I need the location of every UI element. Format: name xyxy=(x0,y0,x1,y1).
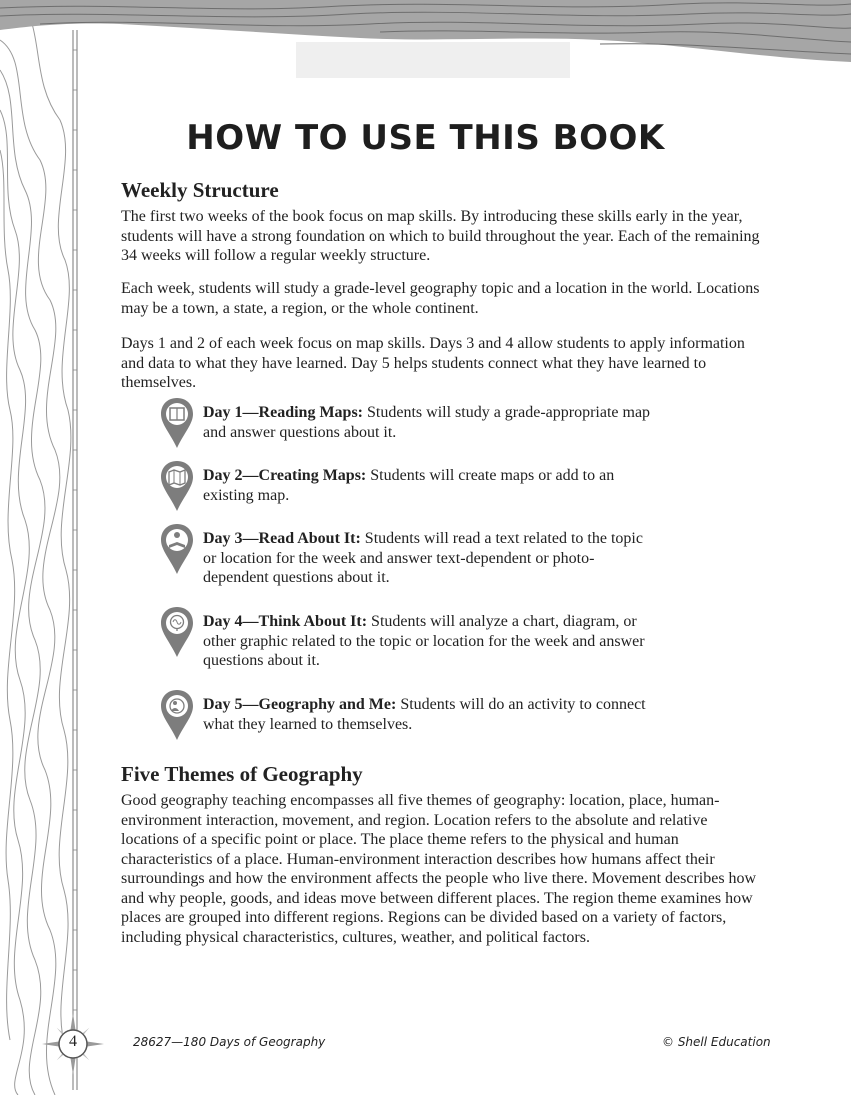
day-1-text xyxy=(203,403,653,442)
day-5-label: Day 5—Geography and Me: xyxy=(203,696,397,713)
footer-book-title: 28627—180 Days of Geography xyxy=(133,1035,326,1049)
folded-map-pin-icon xyxy=(160,460,194,512)
day-3-item xyxy=(160,529,660,586)
day-4-description: Students will analyze a chart, diagram, or other graphic related to the topic or location for the week and answer questions about it. xyxy=(203,613,645,669)
ruler-strip xyxy=(71,30,79,1090)
day-4-label: Day 4—Think About It: xyxy=(203,613,368,630)
day-1-description: Students will study a grade-appropriate map and answer questions about it. xyxy=(203,404,651,441)
weekly-paragraph-3: Days 1 and 2 of each week focus on map skills. Days 3 and 4 allow students to apply information and data to what they have learned. Day 5 helps students connect what they have learned to themselves. xyxy=(121,335,745,391)
day-1-label: Day 1—Reading Maps: xyxy=(203,404,364,421)
day-5-description: Students will do an activity to connect what they learned to themselves. xyxy=(203,696,646,733)
day-3-text xyxy=(203,529,653,588)
reader-pin-icon xyxy=(160,523,194,575)
map-book-pin-icon xyxy=(160,397,194,449)
day-5-text xyxy=(203,695,653,734)
page-title: HOW TO USE THIS BOOK xyxy=(186,118,665,158)
day-2-item xyxy=(160,466,660,516)
globe-person-pin-icon xyxy=(160,689,194,741)
weekly-structure-heading: Weekly Structure xyxy=(121,178,279,202)
weekly-paragraph-1: The first two weeks of the book focus on map skills. By introducing these skills early in the year, students will have a strong foundation on which to build throughout the year. Each of the remaining 34 weeks will follow a regular weekly structure. xyxy=(121,208,760,264)
day-4-item xyxy=(160,612,660,669)
day-2-label: Day 2—Creating Maps: xyxy=(203,467,367,484)
day-3-description: Students will read a text related to the topic or location for the week and answer text-dependent or photo-dependent questions about it. xyxy=(203,530,643,586)
day-5-item xyxy=(160,695,660,745)
page-number: 4 xyxy=(69,1033,77,1050)
day-3-label: Day 3—Read About It: xyxy=(203,530,361,547)
day-2-description: Students will create maps or add to an existing map. xyxy=(203,467,615,504)
day-4-text xyxy=(203,612,653,671)
day-1-item xyxy=(160,403,660,453)
five-themes-heading: Five Themes of Geography xyxy=(121,762,363,786)
five-themes-paragraph: Good geography teaching encompasses all five themes of geography: location, place, human-environment interaction, movement, and region. Location refers to the absolute and relative locations of a specific point or place. The place theme refers to the physical and human characteristics of a place. Human-environment interaction describes how humans affect their surroundings and how the environment affects the people who live there. Movement describes how and why people, goods, and ideas move between different places. The region theme examines how places are grouped into different regions. Regions can be divided based on a variety of factors, including physical characteristics, cultures, weather, and political factors. xyxy=(121,792,757,946)
topographic-border-left xyxy=(0,0,80,1095)
footer-publisher: © Shell Education xyxy=(662,1035,771,1049)
watermark-banner xyxy=(296,42,570,78)
brain-pin-icon xyxy=(160,606,194,658)
day-2-text xyxy=(203,466,653,505)
weekly-paragraph-2: Each week, students will study a grade-level geography topic and a location in the world. Locations may be a town, a state, a region, or the whole continent. xyxy=(121,280,760,317)
